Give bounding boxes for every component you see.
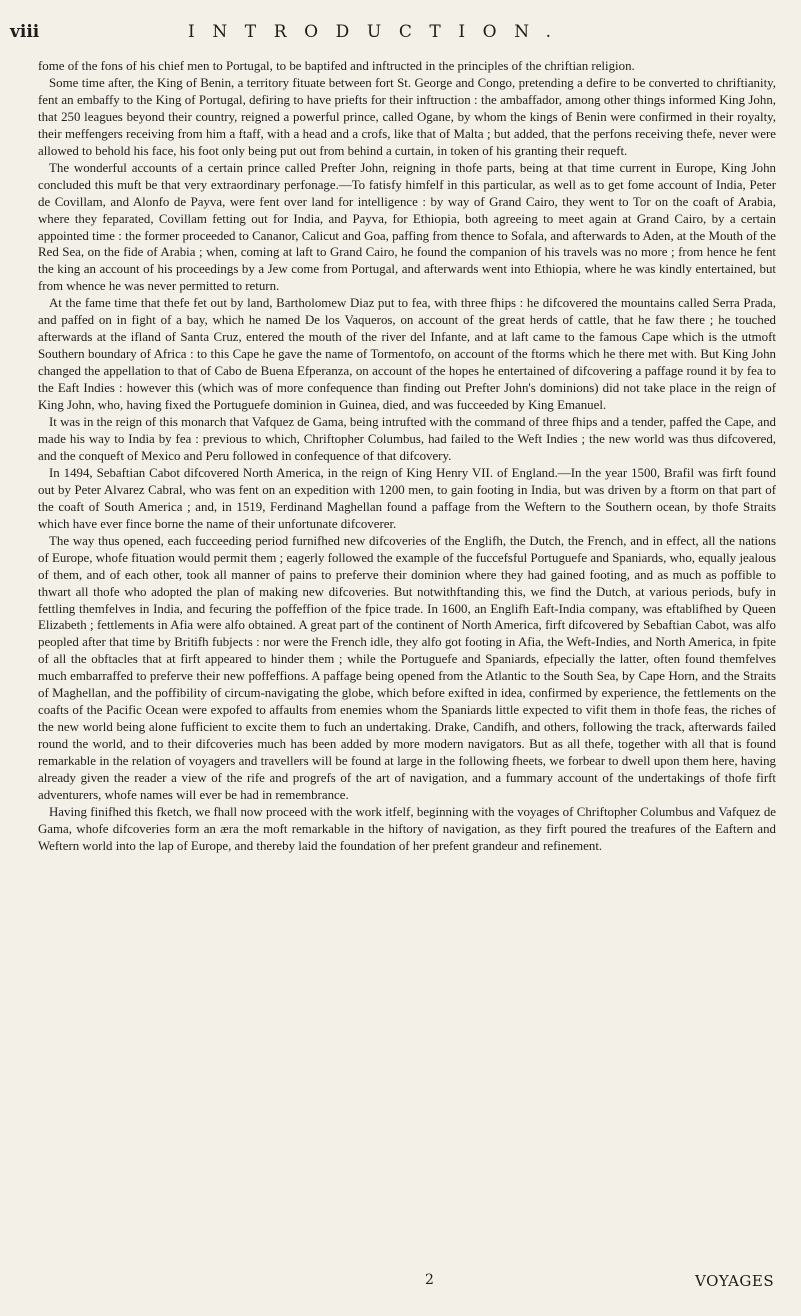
running-head: INTRODUCTION. [188, 22, 569, 42]
page-header [0, 22, 801, 52]
signature-mark: 2 [425, 1272, 434, 1288]
paragraph: At the fame time that thefe fet out by land, Bartholomew Diaz put to fea, with three fhips : he difcovered the mountains called Serra Prada, and paffed on in fight of a bay, which he named De los Vaqueros, on account of the great herds of cattle, that he faw there ; he touched afterwards at the ifland of Santa Cruz, entered the mouth of the river del Infante, and at laft came to the famous Cape which is the utmoft Southern boundary of Africa : to this Cape he gave the name of Tormentofo, on account of the ftorms which he there met with. But King John changed the appellation to that of Cabo de Buena Efperanza, on account of the hopes he entertained of difcovering a paffage round it by fea to the Eaft Indies : however this (which was of more confequence than finding out Prefter John's dominions) did not take place in the reign of King John, who, having fixed the Portuguefe dominion in Guinea, died, and was fucceeded by King Emanuel. [38, 296, 776, 413]
paragraph: In 1494, Sebaftian Cabot difcovered North America, in the reign of King Henry VII. of England.—In the year 1500, Brafil was firft found out by Peter Alvarez Cabral, who was fent on an expedition with 1200 men, to gain footing in India, but was driven by a ftorm on that part of the coaft of South America ; and, in 1519, Ferdinand Maghellan found a paffage from the Weftern to the Southern ocean, by thofe Straits which have ever fince borne the name of their unfortunate difcoverer. [38, 465, 776, 531]
catchword: VOYAGES [695, 1272, 775, 1290]
paragraph: Having finifhed this fketch, we fhall now proceed with the work itfelf, beginning with the voyages of Chriftopher Columbus and Vafquez de Gama, whofe difcoveries form an æra the moft remarkable in the hiftory of navigation, as they firft poured the treafures of the Eaftern and Weftern world into the lap of Europe, and thereby laid the foundation of her prefent grandeur and refinement. [38, 804, 776, 853]
body-text [38, 58, 776, 855]
paragraph: The way thus opened, each fucceeding period furnifhed new difcoveries of the Englifh, the Dutch, the French, and in effect, all the nations of Europe, whofe fituation would permit them ; eagerly followed the example of the fuccefsful Portuguefe and Spaniards, who, equally jealous of them, and of each other, took all manner of pains to preferve their dominion where they had gained footing, and as much as poffible to thwart all thofe who adopted the plan of making new difcoveries. But notwithftanding this, we find the Dutch, at various periods, bufy in fettling themfelves in India, and fecuring the poffeffion of the fpice trade. In 1600, an Englifh Eaft-India company, was eftablifhed by Queen Elizabeth ; fettlements in Afia were alfo obtained. A great part of the continent of North America, firft difcovered by Sebaftian Cabot, was alfo peopled after that time by Britifh fubjects : nor were the French idle, they alfo got footing in Afia, the Weft-Indies, and North America, in fpite of all the obftacles that at firft appeared to hinder them ; while the Portuguefe and Spaniards, efpecially the latter, often found themfelves much embarraffed to preferve their new poffeffions. A paffage being opened from the Atlantic to the South Sea, by Cape Horn, and the Straits of Maghellan, and the poffibility of circum-navigating the globe, which before exifted in idea, confirmed by experience, the fettlements on the coafts of the Pacific Ocean were expofed to affaults from enemies whom the Spaniards little expected to vifit them in thofe feas, the riches of the new world being alone fufficient to excite them to fuch an undertaking. Drake, Candifh, and others, following the track, afterwards failed round the world, and to their difcoveries much has been added by more modern navigators. But as all thefe, together with all that is found remarkable in the relation of voyagers and travellers will be found at large in the following fheets, we forbear to dwell upon them here, having already given the reader a view of the rife and progrefs of the art of navigation, and a fummary account of the undertakings of thofe firft adventurers, whofe names will ever be had in remembrance. [38, 533, 776, 802]
paragraph: The wonderful accounts of a certain prince called Prefter John, reigning in thofe parts, being at that time current in Europe, King John concluded this muft be that very extraordinary perfonage.—To fatisfy himfelf in this particular, as well as to get fome account of India, Peter de Covillam, and Alonfo de Payva, were fent over land for intelligence : by way of Grand Cairo, they went to Tor on the coaft of Arabia, where they feparated, Covillam fetting out for India, and Payva, for Ethiopia, both agreeing to meet again at Grand Cairo, by a certain appointed time : the former proceeded to Cananor, Calicut and Goa, paffing from thence to Sofala, and afterwards to Aden, at the Mouth of the Red Sea, on the fide of Arabia ; when, coming at laft to Grand Cairo, he found the companion of his travels was no more ; from hence he fent the king an account of his proceedings by a Jew come from Portugal, and afterwards went into Ethiopia, where he was kindly entertained, but from whence he was never permitted to return. [38, 160, 776, 294]
paragraph: It was in the reign of this monarch that Vafquez de Gama, being intrufted with the command of three fhips and a tender, paffed the Cape, and made his way to India by fea : previous to which, Chriftopher Columbus, had failed to the Weft Indies ; the new world was thus difcovered, and the conqueft of Mexico and Peru followed in confequence of that difcovery. [38, 415, 776, 463]
paragraph: fome of the fons of his chief men to Portugal, to be baptifed and inftructed in the principles of the chriftian religion. [38, 59, 635, 73]
paragraph: Some time after, the King of Benin, a territory fituate between fort St. George and Congo, pretending a defire to be converted to chriftianity, fent an embaffy to the King of Portugal, defiring to have priefts for their inftruction : the ambaffador, among other things informed King John, that 250 leagues beyond their country, reigned a powerful prince, called Ogane, by whom the kings of Benin were confirmed in their royalty, their meffengers receiving from him a ftaff, with a head and a crofs, like that of Malta ; but added, that the perfons receiving thefe, never were allowed to behold his face, his foot only being put out from behind a curtain, in token of his granting their requeft. [38, 75, 776, 158]
page-footer [0, 1272, 801, 1302]
page-number: viii [10, 22, 40, 42]
